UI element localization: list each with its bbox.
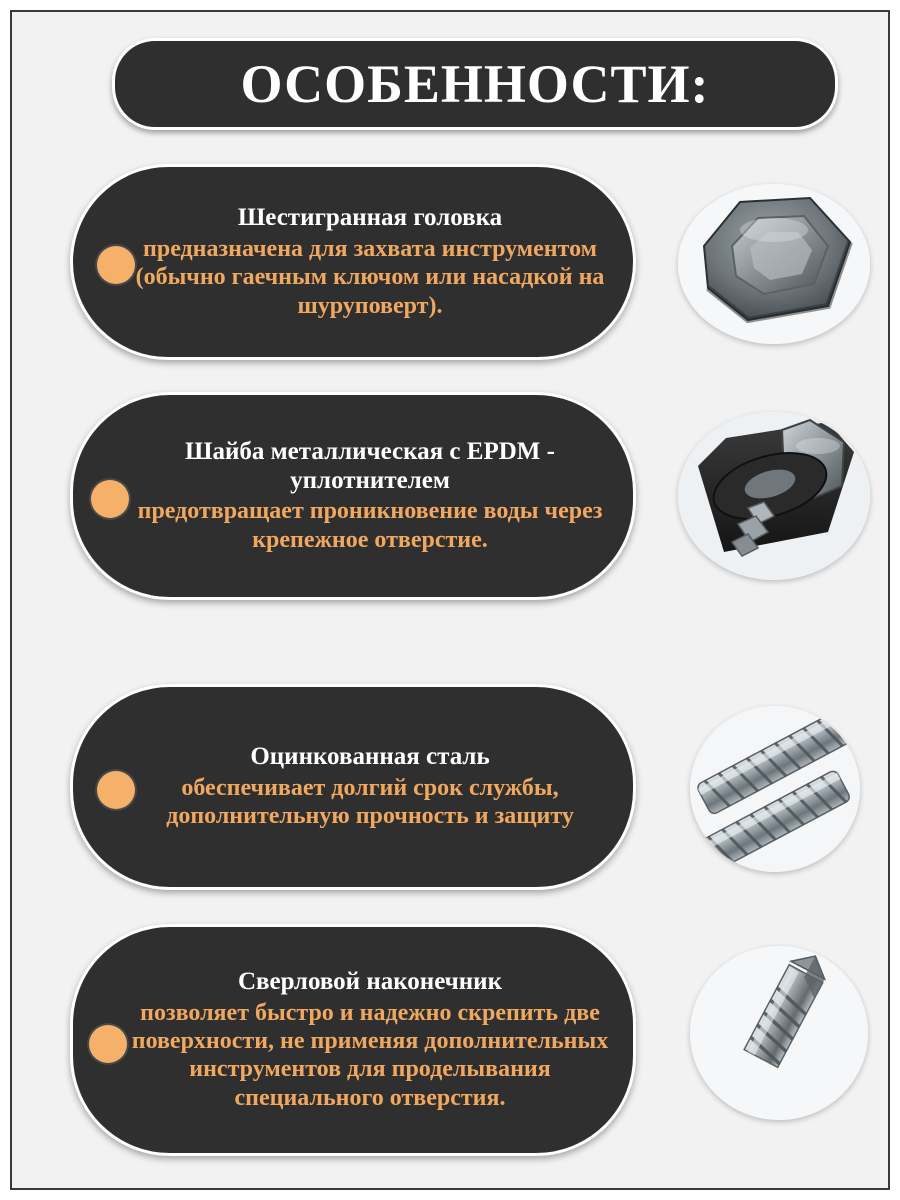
feature-text-4 <box>73 968 633 1112</box>
feature-heading-3: Оцинкованная сталь <box>250 743 490 771</box>
feature-block-4 <box>70 924 878 1162</box>
poster-inner <box>24 24 876 1176</box>
feature-text-1 <box>73 204 633 320</box>
feature-heading-2: Шайба металлическая с EPDM - уплотнителем <box>185 437 555 494</box>
feature-body-2: предотвращает проникновение воды через крепежное отверстие. <box>137 498 603 553</box>
feature-block-1 <box>70 164 878 364</box>
feature-text-2 <box>73 438 633 554</box>
feature-heading-1: Шестигранная головка <box>237 204 503 232</box>
feature-heading-4: Сверловой наконечник <box>238 968 502 995</box>
galvanized-threads-image <box>690 706 860 872</box>
drill-tip-image <box>690 946 868 1120</box>
feature-text-3 <box>73 743 633 830</box>
feature-pill-3 <box>70 684 636 890</box>
epdm-washer-image <box>678 412 870 580</box>
feature-block-3 <box>70 684 878 894</box>
page-title <box>112 38 838 130</box>
galvanized-threads-photo <box>690 706 860 872</box>
feature-pill-4 <box>70 924 636 1156</box>
hex-head-screw-image <box>678 184 870 344</box>
bullet-dot-icon <box>97 246 135 284</box>
feature-pill-2 <box>70 392 636 600</box>
bullet-dot-icon <box>97 771 135 809</box>
feature-block-2 <box>70 392 878 604</box>
epdm-washer-photo <box>678 412 870 580</box>
bullet-dot-icon <box>89 1025 127 1063</box>
hex-head-screw-photo <box>678 184 870 344</box>
feature-pill-1 <box>70 164 636 360</box>
bullet-dot-icon <box>91 480 129 518</box>
feature-body-1: предназначена для захвата инструментом (обычно гаечным ключом или насадкой на шуруповерт). <box>135 235 605 319</box>
page-title-text: ОСОБЕННОСТИ: <box>240 54 710 114</box>
feature-body-4: позволяет быстро и надежно скрепить две поверхности, не применяя дополнительных инструментов для проделывания специального отверстия. <box>131 999 609 1111</box>
feature-body-3: обеспечивает долгий срок службы, дополнительную прочность и защиту <box>166 775 574 830</box>
drill-tip-photo <box>690 946 868 1120</box>
